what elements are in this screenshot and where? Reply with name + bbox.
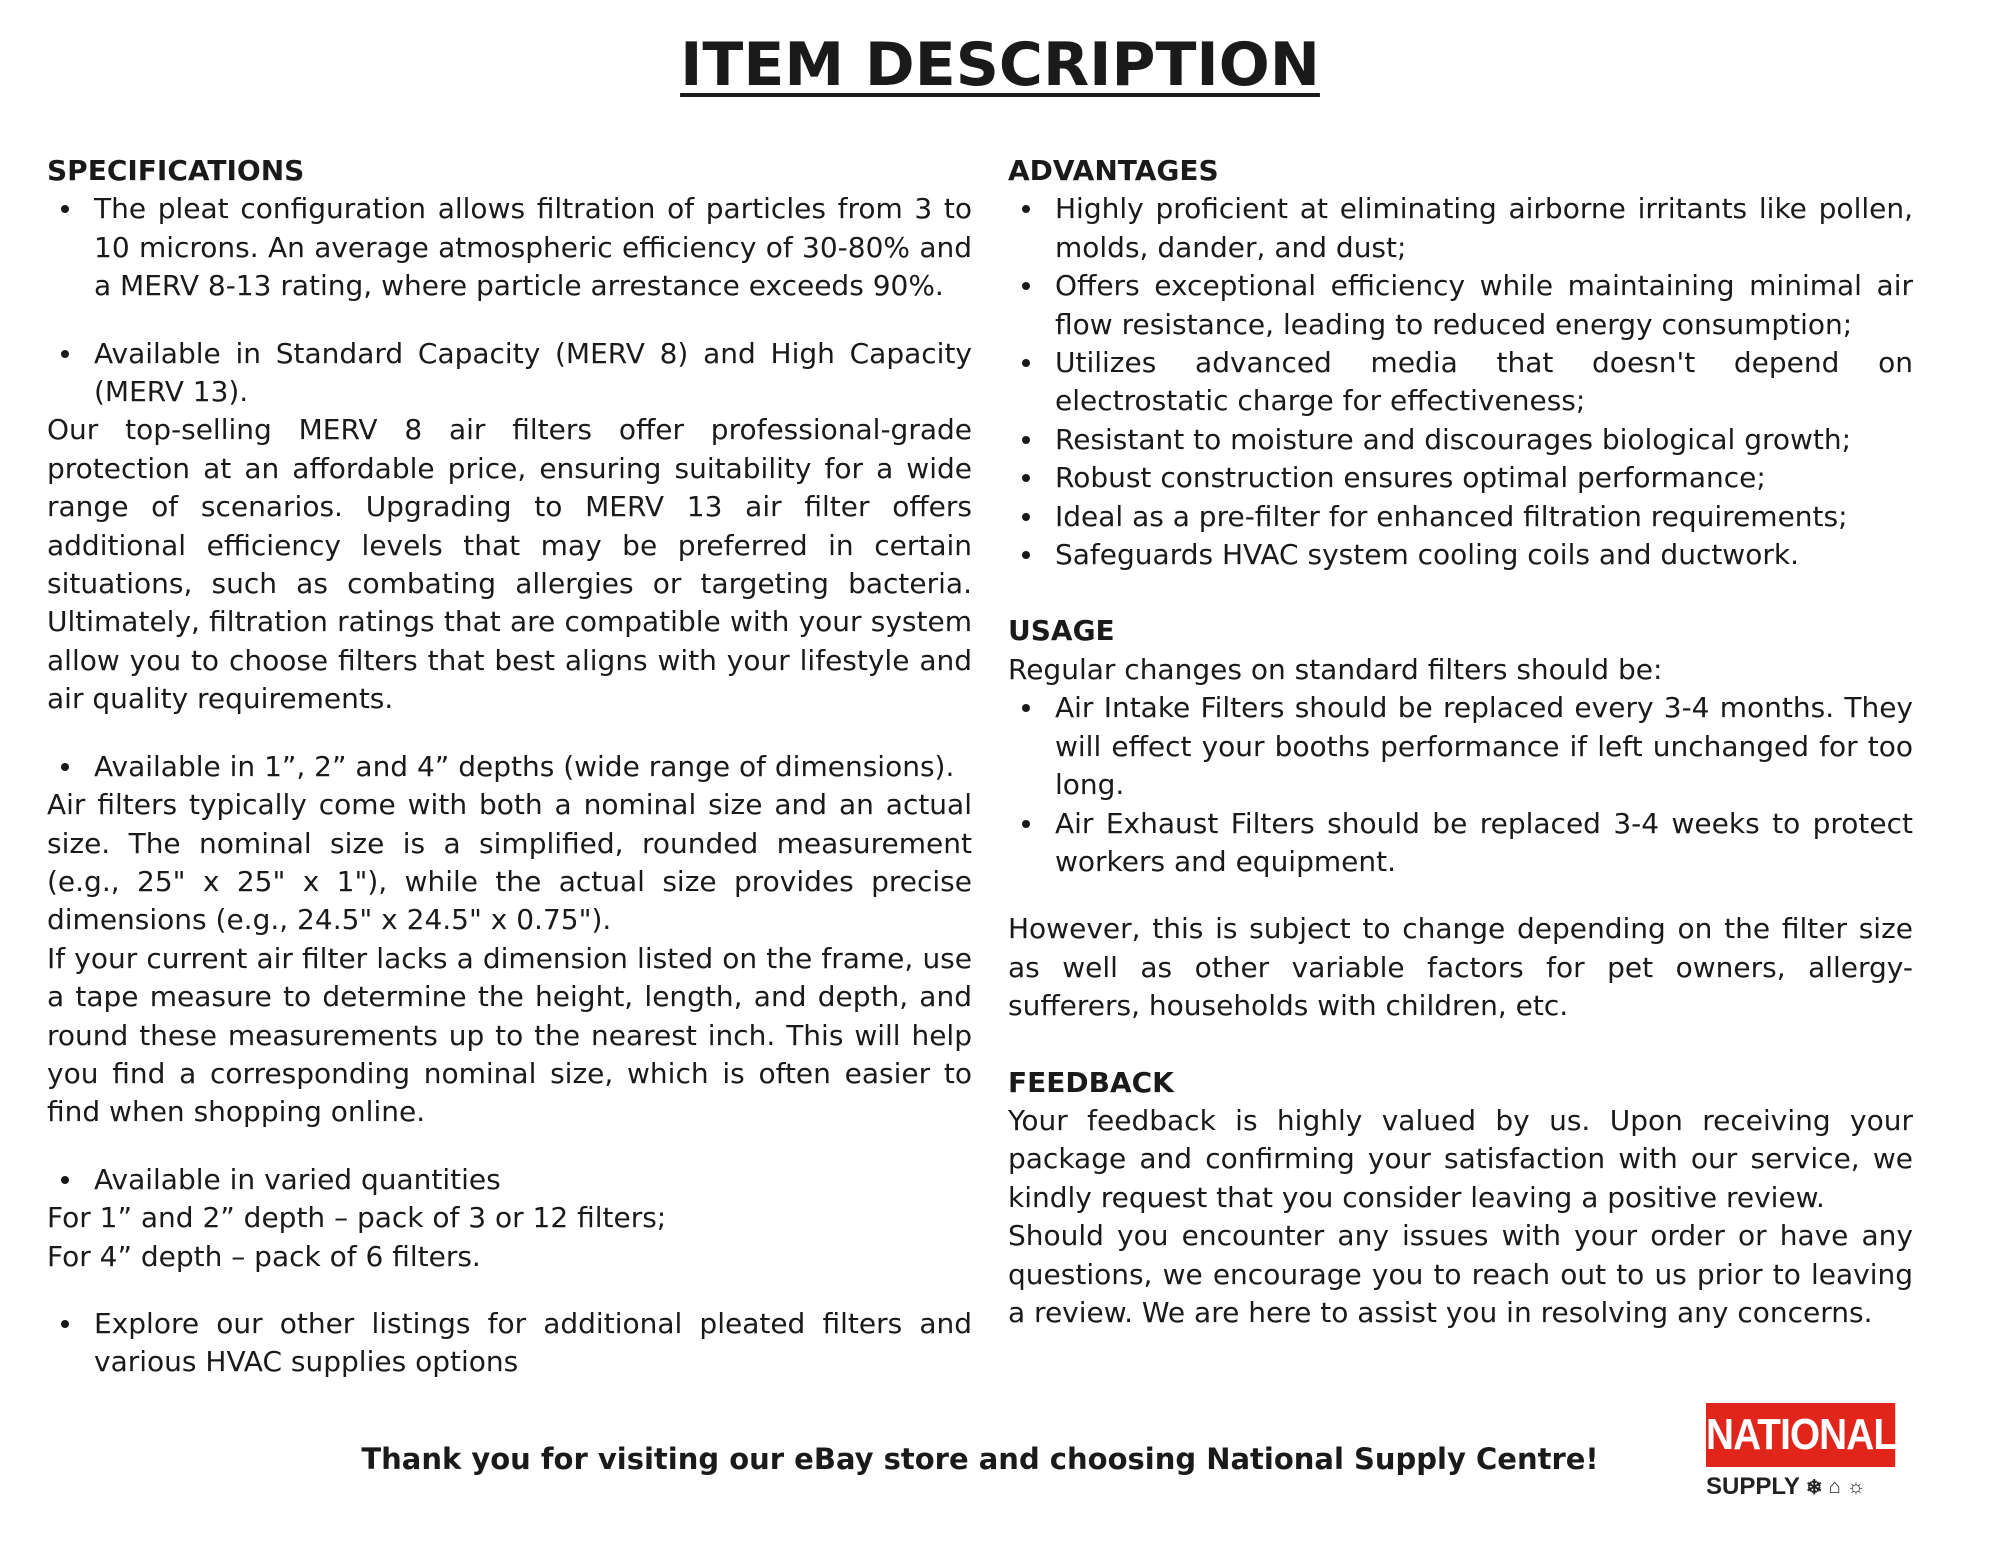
text-line: For 1” and 2” depth – pack of 3 or 12 filters;: [47, 1201, 667, 1235]
list-item: Robust construction ensures optimal performance;: [1008, 459, 1913, 497]
specifications-column: [47, 152, 972, 1382]
spec-list-4: [47, 1161, 972, 1199]
usage-intro: Regular changes on standard filters should be:: [1008, 652, 1663, 686]
footer-thanks: Thank you for visiting our eBay store and choosing National Supply Centre!: [361, 1442, 1599, 1476]
list-item: Safeguards HVAC system cooling coils and ductwork.: [1008, 536, 1913, 574]
list-item: Available in Standard Capacity (MERV 8) and High Capacity (MERV 13).: [47, 335, 972, 412]
sun-icon: ☼: [1846, 1475, 1866, 1498]
usage-list: [1008, 689, 1913, 881]
list-item: Available in 1”, 2” and 4” depths (wide range of dimensions).: [47, 748, 972, 786]
specifications-heading: SPECIFICATIONS: [47, 154, 305, 187]
text-line: For 4” depth – pack of 6 filters.: [47, 1239, 481, 1273]
list-item: Offers exceptional efficiency while maintaining minimal air flow resistance, leading to reduced energy consumption;: [1008, 267, 1913, 344]
house-icon: ⌂: [1828, 1475, 1841, 1498]
advantages-list: [1008, 190, 1913, 574]
feedback-paragraph: Should you encounter any issues with your order or have any questions, we encourage you to reach out to us prior to leaving a review. We are here to assist you in resolving any concerns.: [1008, 1219, 1913, 1329]
spec-list-2: [47, 335, 972, 412]
list-item: Resistant to moisture and discourages biological growth;: [1008, 421, 1913, 459]
snowflake-icon: ❄: [1805, 1476, 1823, 1499]
list-item: Ideal as a pre-filter for enhanced filtration requirements;: [1008, 498, 1913, 536]
spec-list-1: [47, 190, 972, 305]
paragraph: If your current air filter lacks a dimension listed on the frame, use a tape measure to determine the height, length, and depth, and round these measurements up to the nearest inch. This will help you find a corresponding nominal size, which is often easier to find when shopping online.: [47, 941, 972, 1129]
list-item: Air Exhaust Filters should be replaced 3-4 weeks to protect workers and equipment.: [1008, 805, 1913, 882]
page-title: ITEM DESCRIPTION: [680, 30, 1320, 100]
list-item: Explore our other listings for additional pleated filters and various HVAC supplies options: [47, 1305, 972, 1382]
list-item: Air Intake Filters should be replaced every 3-4 months. They will effect your booths performance if left unchanged for too long.: [1008, 689, 1913, 804]
list-item: Utilizes advanced media that doesn't depend on electrostatic charge for effectiveness;: [1008, 344, 1913, 421]
logo-subline: [1706, 1473, 1896, 1501]
list-item: Available in varied quantities: [47, 1161, 972, 1199]
info-column: [1008, 152, 1913, 1332]
paragraph: Our top-selling MERV 8 air filters offer professional-grade protection at an affordable price, ensuring suitability for a wide range of scenarios. Upgrading to MERV 13 air filter offers additional efficiency levels that may be preferred in certain situations, such as combating allergies or targeting bacteria. Ultimately, filtration ratings that are compatible with your system allow you to choose filters that best aligns with your lifestyle and air quality requirements.: [47, 413, 972, 716]
spec-list-5: [47, 1305, 972, 1382]
logo-sub-text: SUPPLY: [1706, 1473, 1800, 1500]
usage-note: However, this is subject to change depending on the filter size as well as other variable factors for pet owners, allergy-sufferers, households with children, etc.: [1008, 912, 1913, 1023]
usage-heading: USAGE: [1008, 614, 1115, 648]
paragraph: Air filters typically come with both a nominal size and an actual size. The nominal size is a simplified, rounded measurement (e.g., 25" x 25" x 1"), while the actual size provides precise dimensions (e.g., 24.5" x 24.5" x 0.75").: [47, 788, 972, 937]
list-item: The pleat configuration allows filtration of particles from 3 to 10 microns. An average atmospheric efficiency of 30-80% and a MERV 8-13 rating, where particle arrestance exceeds 90%.: [47, 190, 972, 305]
feedback-paragraph: Your feedback is highly valued by us. Upon receiving your package and confirming your satisfaction with our service, we kindly request that you consider leaving a positive review.: [1008, 1103, 1913, 1214]
spec-list-3: [47, 748, 972, 786]
list-item: Highly proficient at eliminating airborne irritants like pollen, molds, dander, and dust;: [1008, 190, 1913, 267]
national-supply-logo: [1706, 1403, 1896, 1501]
logo-brand: NATIONAL: [1706, 1403, 1895, 1467]
advantages-heading: ADVANTAGES: [1008, 154, 1219, 187]
feedback-heading: FEEDBACK: [1008, 1065, 1174, 1099]
